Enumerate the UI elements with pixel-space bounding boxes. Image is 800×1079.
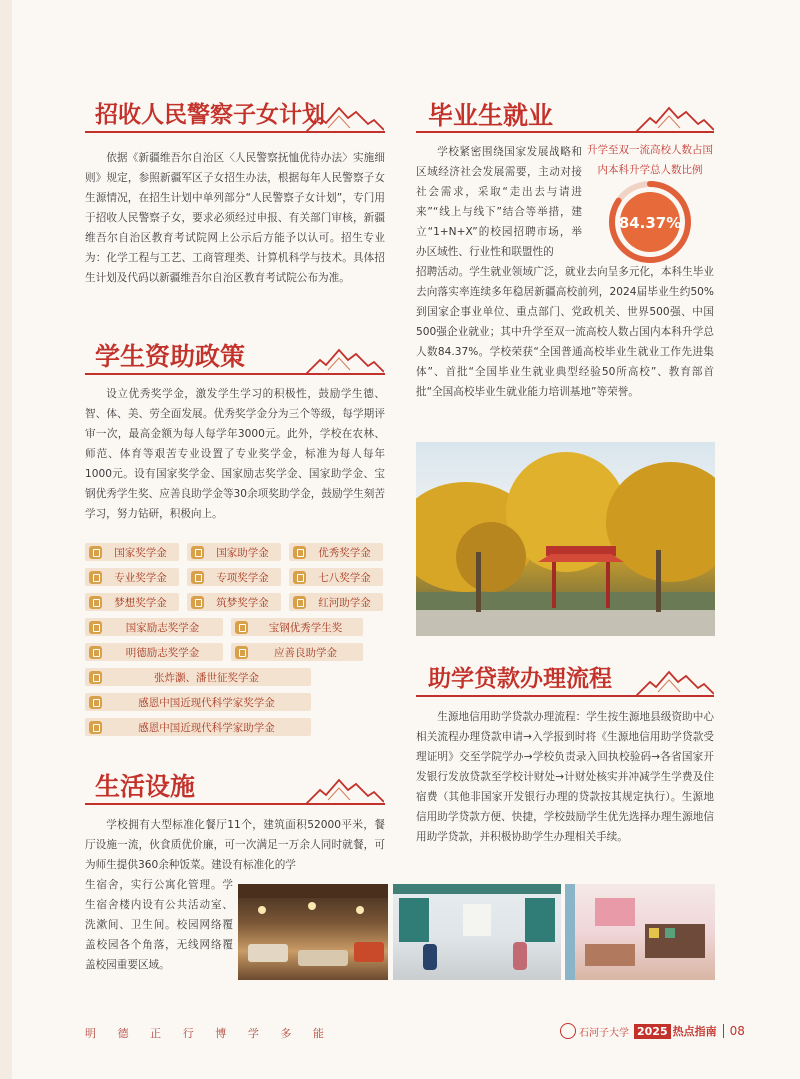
motto-char: 正	[150, 1027, 163, 1040]
wallet-icon	[191, 596, 204, 609]
page-number: 08	[729, 1024, 745, 1038]
footer-motto	[85, 1025, 325, 1041]
mountain-icon	[636, 104, 714, 134]
loan-process-title: 助学贷款办理流程	[428, 665, 612, 692]
guide-label: 热点指南	[672, 1025, 717, 1038]
scholarship-chip: 宝钢优秀学生奖	[231, 618, 363, 636]
aid-policy-body: 设立优秀奖学金，激发学生学习的积极性，鼓励学生德、智、体、美、劳全面发展。优秀奖学金分为三个等级，每学期评审一次，最高金额为每人每学年3000元。此外，学校在农林、师范、体育等艰苦专业设置了专业奖学金，标准为每人每年1000元。设有国家奖学金、国家励志奖学金、国家助学金、宝钢优秀学生奖、应善良助学金等30余项奖助学金，鼓励学生刻苦学习，努力钻研，积极向上。	[85, 388, 385, 520]
footer-brand	[560, 1019, 745, 1043]
campus-autumn-photo	[416, 442, 715, 636]
wallet-icon	[89, 546, 102, 559]
wallet-icon	[89, 671, 102, 684]
mountain-icon	[306, 346, 384, 376]
wallet-icon	[89, 696, 102, 709]
scholarship-chip: 优秀奖学金	[289, 543, 383, 561]
motto-char: 博	[215, 1027, 228, 1040]
scholarship-chip: 红河助学金	[289, 593, 383, 611]
facilities-body: 学校拥有大型标准化餐厅11个，建筑面积52000平米，餐厅设施一流，伙食质优价廉，可一次满足一万余人同时就餐，可为师生提供360余种饭菜。建设有标准化的学	[85, 819, 385, 871]
motto-char: 德	[117, 1027, 130, 1040]
wallet-icon	[191, 571, 204, 584]
loan-process-body: 生源地信用助学贷款办理流程：学生按生源地县级资助中心相关流程办理贷款申请→入学报到时将《生源地信用助学贷款受理证明》交至学院学办→学校负责录入回执校验码→各省国家开发银行发放贷款至学校计财处→计财处核实并冲减学生学费及住宿费（其他非国家开发银行办理的贷款按其规定执行）。生源地信用助学贷款方便、快捷，学校鼓励学生优先选择办理生源地信用助学贷款，并积极协助学生办理相关手续。	[416, 711, 714, 843]
motto-char: 多	[280, 1027, 293, 1040]
scholarship-chip: 国家助学金	[187, 543, 281, 561]
wallet-icon	[89, 621, 102, 634]
scholarship-chip: 感恩中国近现代科学家助学金	[85, 718, 311, 736]
motto-char: 能	[312, 1027, 325, 1040]
page-edge	[0, 0, 12, 1079]
mountain-icon	[306, 776, 384, 806]
scholarship-chip: 专业奖学金	[85, 568, 179, 586]
university-emblem-icon	[560, 1023, 576, 1039]
police-plan-title: 招收人民警察子女计划	[95, 101, 325, 128]
motto-char: 明	[85, 1027, 97, 1040]
facilities-body-continued: 生宿舍，实行公寓化管理。学生宿舍楼内设有公共活动室、洗漱间、卫生间。校园网络覆盖校园各个角落，无线网络覆盖校园重要区域。	[85, 879, 233, 971]
guide-year: 2025	[634, 1024, 671, 1039]
footer-divider	[723, 1024, 724, 1038]
wallet-icon	[293, 546, 306, 559]
wallet-icon	[235, 621, 248, 634]
wallet-icon	[89, 571, 102, 584]
wallet-icon	[89, 721, 102, 734]
motto-char: 行	[182, 1027, 195, 1040]
stat-ring	[606, 178, 694, 266]
employment-body: 学校紧密围绕国家发展战略和区域经济社会发展需要，主动对接社会需求，采取“走出去与请进来”“线上与线下”结合等举措，建立“1+N+X”的校园招聘市场，举办区域性、行业性和联盟性的	[416, 146, 582, 258]
scholarship-chip: 感恩中国近现代科学家奖学金	[85, 693, 311, 711]
facilities-title: 生活设施	[95, 772, 196, 801]
mountain-icon	[636, 668, 714, 698]
aid-policy-title: 学生资助政策	[95, 342, 246, 371]
scholarship-chip: 国家奖学金	[85, 543, 179, 561]
employment-body-continued: 招聘活动。学生就业领域广泛，就业去向呈多元化，本科生毕业去向落实率连续多年稳居新疆高校前列，2024届毕业生约50%到国家企事业单位、重点部门、党政机关、世界500强、中国500强企业就业；其中升学至双一流高校人数占国内本科升学总人数84.37%。学校荣获“全国普通高校毕业生就业工作先进集体”、首批“全国毕业生就业典型经验50所高校”、教育部首批“全国高校毕业生就业能力培训基地”等荣誉。	[416, 266, 714, 398]
stat-caption: 升学至双一流高校人数占国内本科升学总人数比例	[587, 144, 713, 176]
canteen-photo	[238, 884, 388, 980]
activity-room-photo	[565, 884, 715, 980]
scholarship-chip: 应善良助学金	[231, 643, 363, 661]
motto-char: 学	[247, 1027, 260, 1040]
scholarship-chip: 张炸灏、潘世征奖学金	[85, 668, 311, 686]
employment-title: 毕业生就业	[428, 101, 554, 130]
police-plan-body: 依据《新疆维吾尔自治区〈人民警察抚恤优待办法〉实施细则》规定，参照新疆军区子女招生办法，根据每年人民警察子女生源情况，在招生计划中单列部分“人民警察子女计划”，专门用于招收人民警察子女，要求必须经过申报、有关部门审核，新疆维吾尔自治区教育考试院网上公示后方能予以认可。招生专业为：化学工程与工艺、工商管理类、计算机科学与技术。具体招生计划及代码以新疆维吾尔自治区教育考试院公布为准。	[85, 152, 385, 284]
scholarship-chip: 专项奖学金	[187, 568, 281, 586]
scholarship-chip: 明德励志奖学金	[85, 643, 223, 661]
wallet-icon	[293, 571, 306, 584]
scholarship-chip: 七八奖学金	[289, 568, 383, 586]
wallet-icon	[89, 646, 102, 659]
dormitory-photo	[393, 884, 561, 980]
scholarship-chip: 梦想奖学金	[85, 593, 179, 611]
stat-value: 84.37%	[618, 214, 682, 232]
wallet-icon	[293, 596, 306, 609]
mountain-icon	[306, 104, 384, 134]
university-logo-text: 石河子大学	[579, 1027, 629, 1039]
scholarship-chip: 筑梦奖学金	[187, 593, 281, 611]
wallet-icon	[191, 546, 204, 559]
wallet-icon	[235, 646, 248, 659]
wallet-icon	[89, 596, 102, 609]
scholarship-chip: 国家励志奖学金	[85, 618, 223, 636]
